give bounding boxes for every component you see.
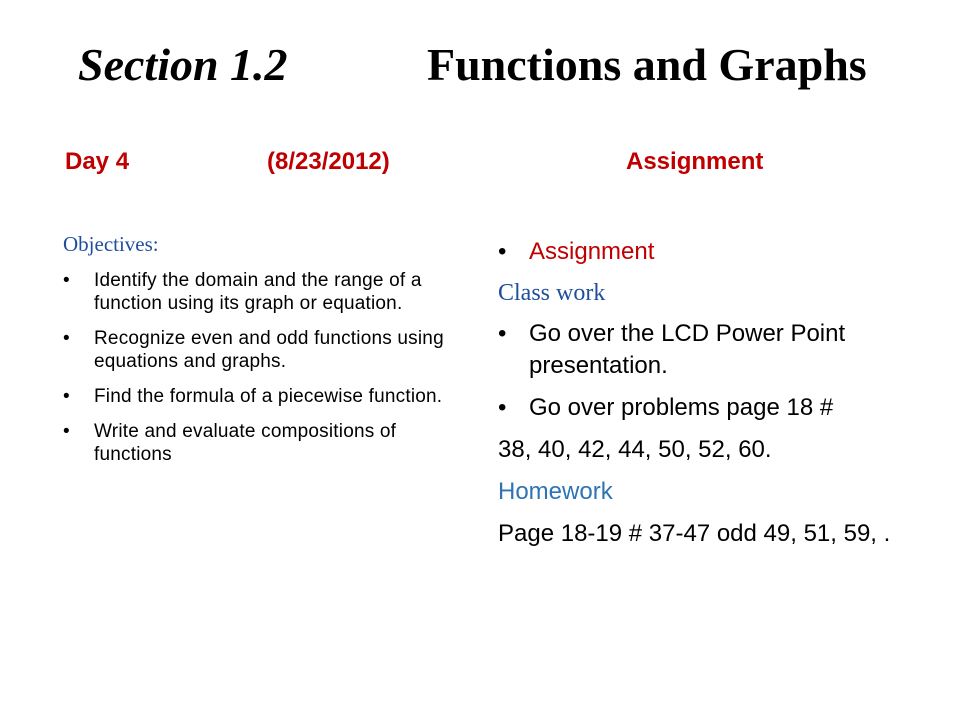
bullet-icon: • xyxy=(498,394,507,421)
objectives-label: Objectives: xyxy=(63,232,159,256)
objective-text: Identify the domain and the range of a function using its graph or equation. xyxy=(94,270,422,314)
day-label: Day 4 xyxy=(65,148,130,175)
objective-text: Write and evaluate compositions of functions xyxy=(94,421,397,465)
assignment-bullet xyxy=(498,236,938,268)
objective-item xyxy=(63,420,463,466)
bullet-icon: • xyxy=(63,270,70,291)
section-topic: Functions and Graphs xyxy=(427,39,867,90)
section-number: Section 1.2 xyxy=(78,39,288,90)
homework-line: Page 18-19 # 37-47 odd 49, 51, 59, . xyxy=(498,520,891,547)
classwork-text: Go over problems page 18 # xyxy=(529,394,834,421)
classwork-item xyxy=(498,318,938,382)
objective-text: Recognize even and odd functions using equations and graphs. xyxy=(94,328,444,372)
classwork-label: Class work xyxy=(498,280,606,306)
problems-line: 38, 40, 42, 44, 50, 52, 60. xyxy=(498,436,772,463)
objectives-list xyxy=(63,269,463,466)
bullet-icon: • xyxy=(63,328,70,349)
classwork-item xyxy=(498,392,938,424)
bullet-icon: • xyxy=(498,238,507,265)
classwork-list xyxy=(498,318,938,424)
classwork-text: Go over the LCD Power Point presentation. xyxy=(529,320,846,379)
assignment-list xyxy=(498,236,938,268)
objective-item xyxy=(63,327,463,373)
homework-label: Homework xyxy=(498,478,613,505)
objectives-column xyxy=(63,232,463,478)
bullet-icon: • xyxy=(498,320,507,347)
bullet-icon: • xyxy=(63,421,70,442)
objective-text: Find the formula of a piecewise function. xyxy=(94,386,443,407)
bullet-icon: • xyxy=(63,386,70,407)
objective-item xyxy=(63,385,463,408)
objective-item xyxy=(63,269,463,315)
assignment-heading: Assignment xyxy=(626,148,764,175)
assignment-bullet-text: Assignment xyxy=(529,238,655,265)
assignment-column xyxy=(498,236,938,560)
date-label: (8/23/2012) xyxy=(267,148,390,175)
